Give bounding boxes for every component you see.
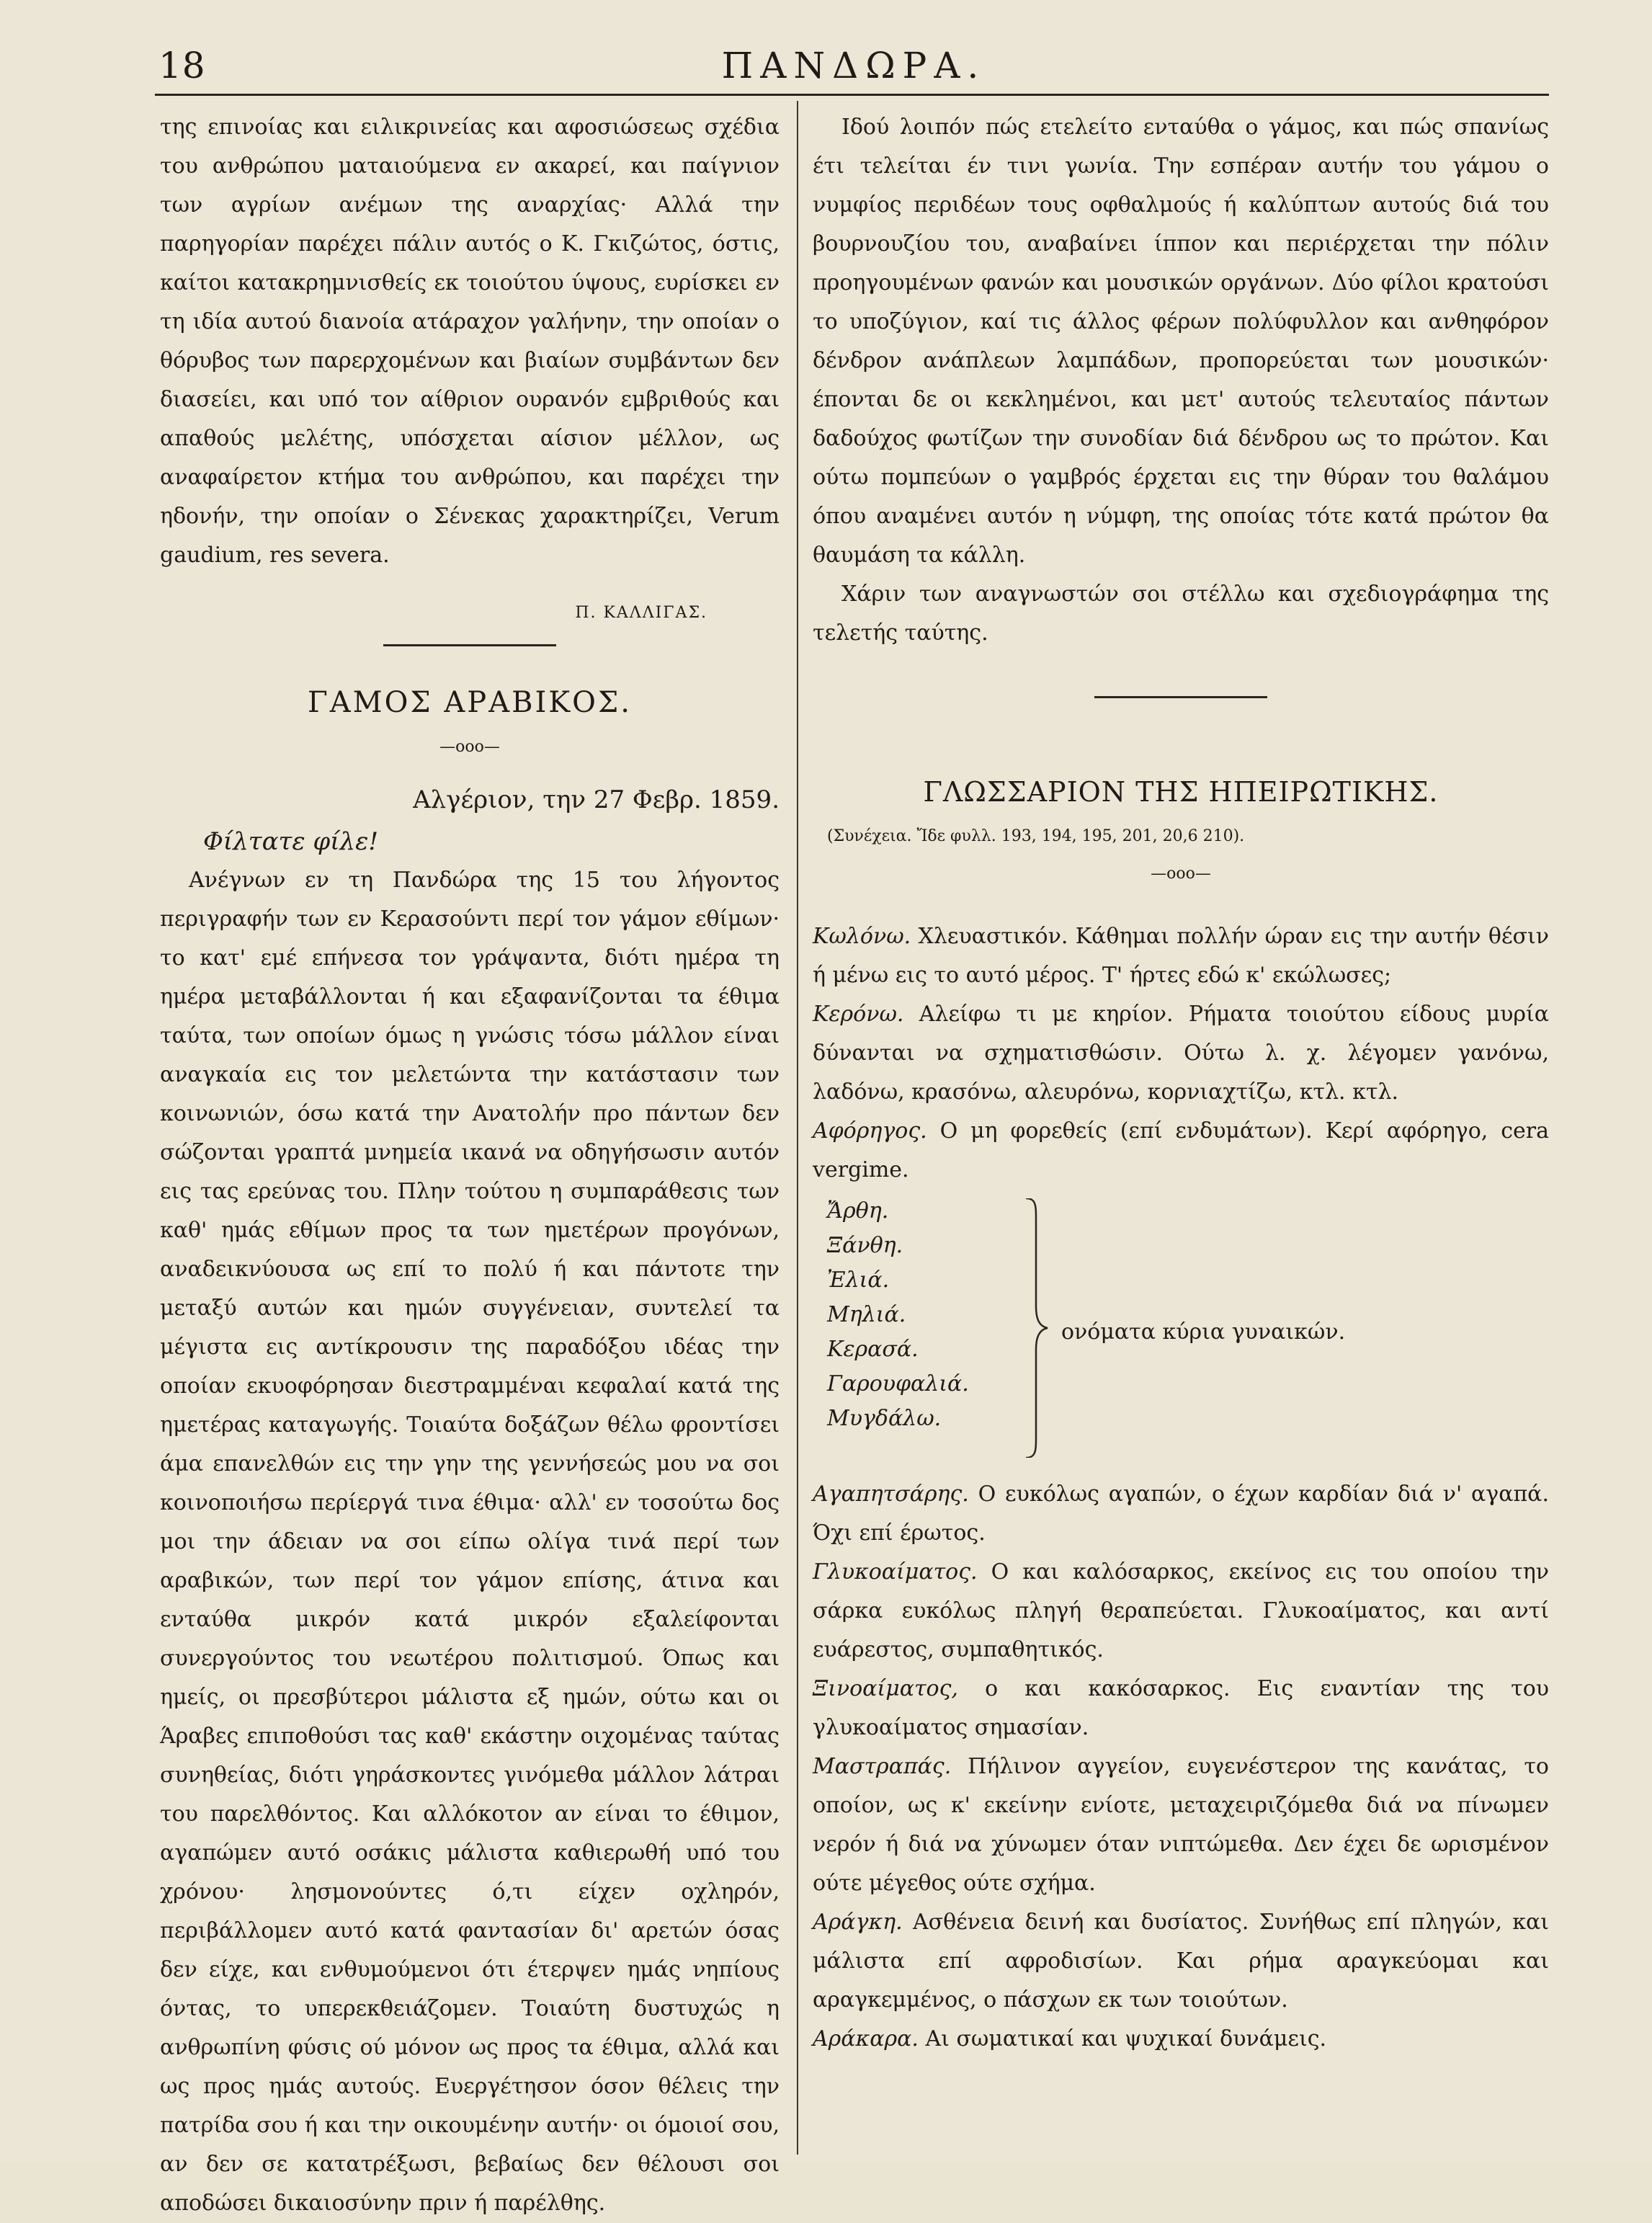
letter-conclusion: Ιδού λοιπόν πώς ετελείτο ενταύθα ο γάμος, και πώς σπανίως έτι τελείται έν τινι γωνία. Την εσπέραν αυτήν του γάμου ο νυμφίος περιδέων τους οφθαλμούς ή καλύπτων αυτούς διά του βουρνουζίου του, αναβαίνει ίππον και περιέρχεται την πόλιν προηγουμένων φανών και μουσικών οργάνων. Δύο φίλοι κρατούσι το υποζύγιον, καί τις άλλος φέρων πολύφυλλον και ανθηφόρον δένδρον ανάπλεων λαμπάδων, προπορεύεται των μουσικών· έπονται δε οι κεκλημένοι, και μετ' αυτούς τελευταίος πάντων δαδούχος φωτίζων την συνοδίαν διά δένδρου ως το πρώτον. Και ούτω πομπεύων ο γαμβρός έρχεται εις την θύραν του θαλάμου όπου αναμένει αυτόν η νύμφη, της οποίας τότε κατά πρώτον θα θαυμάση τα κάλλη. xyxy=(813,115,1549,568)
entry-text: Χλευαστικόν. Κάθημαι πολλήν ώραν εις την αυτήν θέσιν ή μένω εις το αυτό μέρος. Τ' ήρτες εδώ κ' εκώλωσες; xyxy=(813,924,1549,988)
author-signature: Π. ΚΑΛΛΙΓΑΣ. xyxy=(575,604,707,622)
glossary-entry xyxy=(813,1903,1549,2020)
ornament: —ooo— xyxy=(1151,865,1211,883)
entry-text: ο και κακόσαρκος. Εις εναντίαν της του γλυκοαίματος σημασίαν. xyxy=(813,1676,1549,1740)
page-number: 18 xyxy=(158,45,206,86)
curly-brace-icon xyxy=(1022,1198,1050,1458)
glossary-entries-continued xyxy=(813,1475,1549,2059)
left-column xyxy=(160,108,780,2223)
entry-headword: Κωλόνω. xyxy=(813,924,911,949)
glossary-entry xyxy=(813,1112,1549,1190)
entry-headword: Αφόρηγος. xyxy=(813,1118,927,1144)
name-item: Ἄρθη. xyxy=(827,1198,889,1224)
name-item: Κερασά. xyxy=(827,1337,919,1362)
glossary-note: (Συνέχεια. Ἴδε φυλλ. 193, 194, 195, 201, 20,6 210). xyxy=(827,827,1245,845)
glossary-entry xyxy=(813,1475,1549,1553)
entry-text: Αλείφω τι με κηρίον. Ρήματα τοιούτου είδους μυρία δύνανται να σχηματισθώσιν. Ούτω λ. χ. λέγομεν γανόνω, λαδόνω, κρασόνω, αλευρόνω, κορνιαχτίζω, κτλ. κτλ. xyxy=(813,1002,1549,1105)
section-rule xyxy=(383,644,556,646)
article-title: ΓΑΜΟΣ ΑΡΑΒΙΚΟΣ. xyxy=(308,686,632,719)
glossary-entry xyxy=(813,917,1549,995)
dateline: Αλγέριον, την 27 Φεβρ. 1859. xyxy=(413,785,780,814)
entry-headword: Κερόνω. xyxy=(813,1002,904,1027)
right-column xyxy=(813,108,1549,2059)
entry-text: Ασθένεια δεινή και δυσίατος. Συνήθως επί πληγών, και μάλιστα επί αφροδισίων. Και ρήμα αραγκεύομαι και αραγκεμμένος, ο πάσχων εκ των τοιούτων. xyxy=(813,1910,1549,2013)
section-rule xyxy=(1094,696,1267,698)
entry-headword: Μαστραπάς. xyxy=(813,1754,952,1779)
ornament: —ooo— xyxy=(439,738,500,756)
glossary-entry xyxy=(813,1670,1549,1747)
entry-text: Ο μη φορεθείς (επί ενδυμάτων). Κερί αφόρηγο, cera vergime. xyxy=(813,1118,1549,1182)
page-header xyxy=(158,45,1549,95)
journal-title: ΠΑΝΔΩΡΑ. xyxy=(721,45,986,86)
entry-headword: Αγαπητσάρης. xyxy=(813,1482,969,1507)
names-gloss: ονόματα κύρια γυναικών. xyxy=(1061,1319,1346,1345)
letter-closing: Χάριν των αναγνωστών σοι στέλλω και σχεδιογράφημα της τελετής ταύτης. xyxy=(813,582,1549,646)
header-rule xyxy=(155,94,1549,96)
names-block xyxy=(813,1194,1549,1475)
name-item: Γαρουφαλιά. xyxy=(827,1371,969,1396)
glossary-entry xyxy=(813,2020,1549,2059)
entry-headword: Αράκαρα. xyxy=(813,2026,919,2052)
column-divider xyxy=(797,101,798,2155)
entry-text: Πήλινον αγγείον, ευγενέστερον της κανάτας, το οποίον, ως κ' εκείνην ενίοτε, μεταχειριζόμεθα διά να πίνωμεν νερόν ή διά να χύνωμεν όταν νιπτώμεθα. Δεν έχει δε ωρισμένον ούτε μέγεθος ούτε σχήμα. xyxy=(813,1754,1549,1896)
glossary-title: ΓΛΩΣΣΑΡΙΟΝ ΤΗΣ ΗΠΕΙΡΩΤΙΚΗΣ. xyxy=(923,776,1439,808)
glossary-entry xyxy=(813,995,1549,1112)
glossary-entry xyxy=(813,1553,1549,1670)
continued-text: της επινοίας και ειλικρινείας και αφοσιώσεως σχέδια του ανθρώπου ματαιούμενα εν ακαρεί, και παίγνιον των αγρίων ανέμων της αναρχίας· Αλλά την παρηγορίαν παρέχει πάλιν αυτός ο Κ. Γκιζώτος, όστις, καίτοι κατακρημνισθείς εκ τοιούτου ύψους, ευρίσκει εν τη ιδία αυτού διανοία ατάραχον γαλήνην, την οποίαν ο θόρυβος των παρερχομένων και βιαίων συμβάντων δεν διασείει, και υπό τον αίθριον ουρανόν εμβριθούς και απαθούς μελέτης, υπόσχεται αίσιον μέλλον, ως αναφαίρετον κτήμα του ανθρώπου, και παρέχει την ηδονήν, την οποίαν ο Σένεκας χαρακτηρίζει, Verum gaudium, res severa. xyxy=(160,115,780,568)
entry-text: Αι σωματικαί και ψυχικαί δυνάμεις. xyxy=(925,2026,1327,2052)
entry-text: Ο και καλόσαρκος, εκείνος εις του οποίου την σάρκα ευκόλως πληγή θεραπεύεται. Γλυκοαίματος, και αντί ευάρεστος, συμπαθητικός. xyxy=(813,1559,1549,1662)
salutation: Φίλτατε φίλε! xyxy=(203,827,378,856)
entry-text: Ο ευκόλως αγαπών, ο έχων καρδίαν διά ν' αγαπά. Όχι επί έρωτος. xyxy=(813,1482,1549,1546)
entry-headword: Ξινοαίματος, xyxy=(813,1676,958,1701)
name-item: Μηλιά. xyxy=(827,1302,906,1327)
name-item: Μυγδάλω. xyxy=(827,1406,942,1431)
name-item: Ξάνθη. xyxy=(827,1233,903,1258)
glossary-entry xyxy=(813,1747,1549,1903)
names-list xyxy=(827,1194,1014,1436)
glossary-entries xyxy=(813,917,1549,1190)
entry-headword: Γλυκοαίματος. xyxy=(813,1559,978,1585)
letter-body: Ανέγνων εν τη Πανδώρα της 15 του λήγοντος περιγραφήν των εν Κερασούντι περί τον γάμον εθίμων· το κατ' εμέ επήνεσα τον γράψαντα, διότι ημέρα τη ημέρα μεταβάλλονται ή και εξαφανίζονται τα έθιμα ταύτα, των οποίων όμως η γνώσις τόσω μάλλον είναι αναγκαία εις τον μελετώντα την κατάστασιν των κοινωνιών, όσω κατά την Ανατολήν προ πάντων δεν σώζονται γραπτά μνημεία ικανά να οδηγήσωσιν αυτόν εις τας ερεύνας του. Πλην τούτου η συμπαράθεσις των καθ' ημάς εθίμων προς τα των ημετέρων προγόνων, αναδεικνύουσα ως επί το πολύ ή και πάντοτε την μεταξύ αυτών και ημών συγγένειαν, συντελεί τα μέγιστα εις αντίκρουσιν της παραδόξου ιδέας την οποίαν εκυοφόρησαν διεστραμμέναι κεφαλαί κατά της ημετέρας καταγωγής. Τοιαύτα δοξάζων θέλω φροντίσει άμα επανελθών εις την γην της γεννήσεώς μου να σοι κοινοποιήσω περίεργά τινα έθιμα· αλλ' εν τοσούτω δος μοι την άδειαν να σοι είπω ολίγα τινά περί των αραβικών, των περί τον γάμον επίσης, άτινα και ενταύθα μικρόν κατά μικρόν εξαλείφονται συνεργούντος του νεωτέρου πολιτισμού. Όπως και ημείς, οι πρεσβύτεροι μάλιστα εξ ημών, ούτω και οι Άραβες επιποθούσι τας καθ' εκάστην οιχομένας ταύτας συνηθείας, διότι γηράσκοντες γινόμεθα μάλλον λάτραι του παρελθόντος. Και αλλόκοτον αν είναι το έθιμον, αγαπώμεν αυτό οσάκις μάλιστα καθιερωθή υπό του χρόνου· λησμονούντες ό,τι είχεν οχληρόν, περιβάλλομεν αυτό κατά φαντασίαν δι' αρετών όσας δεν είχε, και ενθυμούμενοι ότι έτερψεν ημάς νηπίους όντας, το υπερεκθειάζομεν. Τοιαύτη δυστυχώς η ανθρωπίνη φύσις ού μόνον ως προς τα έθιμα, αλλά και ως προς ημάς αυτούς. Ευεργέτησον όσον θέλεις την πατρίδα σου ή και την οικουμένην αυτήν· οι όμοιοί σου, αν δεν σε κατατρέξωσι, βεβαίως δεν θέλουσι σοι αποδώσει δικαιοσύνην πριν ή παρέλθης. xyxy=(160,868,780,2216)
name-item: Ἐλιά. xyxy=(827,1268,890,1293)
entry-headword: Αράγκη. xyxy=(813,1910,903,1935)
